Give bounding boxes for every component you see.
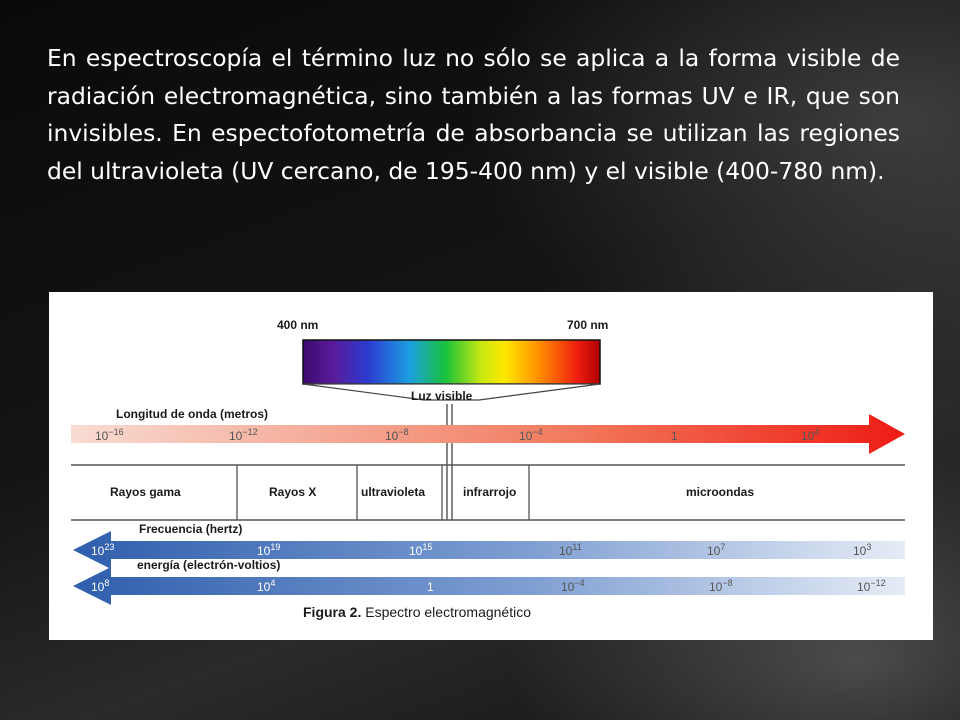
frequency-axis-label: Frecuencia (hertz) (139, 522, 243, 536)
wl-tick: $10^{-12}$ (229, 427, 258, 443)
en-tick: $10^{-8}$ (709, 578, 733, 594)
en-tick: $10^{-4}$ (561, 578, 585, 594)
wl-tick: $10^{-8}$ (385, 427, 409, 443)
wl-tick: 1 (671, 429, 678, 443)
en-tick: $10^8$ (91, 578, 110, 594)
visible-light-label: Luz visible (411, 389, 473, 403)
energy-axis-label: energía (electrón-voltios) (137, 558, 281, 572)
visible-spectrum-bar (303, 340, 600, 384)
fq-tick: $10^7$ (707, 542, 726, 558)
wl-tick: $10^{-4}$ (519, 427, 543, 443)
visible-end-label: 700 nm (567, 318, 609, 332)
region-gamma: Rayos gama (110, 485, 181, 499)
wavelength-axis-label: Longitud de onda (metros) (116, 407, 268, 421)
visible-start-label: 400 nm (277, 318, 319, 332)
en-tick: 1 (427, 580, 434, 594)
wl-tick: $10^{-16}$ (95, 427, 124, 443)
fq-tick: $10^{19}$ (257, 542, 281, 558)
region-microwave: microondas (686, 485, 755, 499)
wl-tick: $10^4$ (801, 427, 820, 443)
fq-tick: $10^{15}$ (409, 542, 433, 558)
slide-paragraph: En espectroscopía el término luz no sólo se aplica a la forma visible de radiación electromagnética, sino también a las formas UV e IR, que son invisibles. En espectofotometría de absorbancia se utilizan las regiones del ultravioleta (UV cercano, de 195-400 nm) y el visible (400-780 nm). (47, 44, 900, 185)
energy-arrow (73, 567, 905, 605)
fq-tick: $10^{23}$ (91, 542, 115, 558)
en-tick: $10^{-12}$ (857, 578, 886, 594)
figure-caption-number: Figura 2. (303, 604, 362, 620)
region-infrared: infrarrojo (463, 485, 517, 499)
fq-tick: $10^3$ (853, 542, 872, 558)
en-tick: $10^4$ (257, 578, 276, 594)
figure-caption-text: Espectro electromagnético (361, 604, 531, 620)
fq-tick: $10^{11}$ (559, 542, 582, 558)
electromagnetic-spectrum-figure (49, 292, 933, 640)
figure-caption (303, 604, 531, 620)
region-ultraviolet: ultravioleta (361, 485, 426, 499)
region-xray: Rayos X (269, 485, 317, 499)
